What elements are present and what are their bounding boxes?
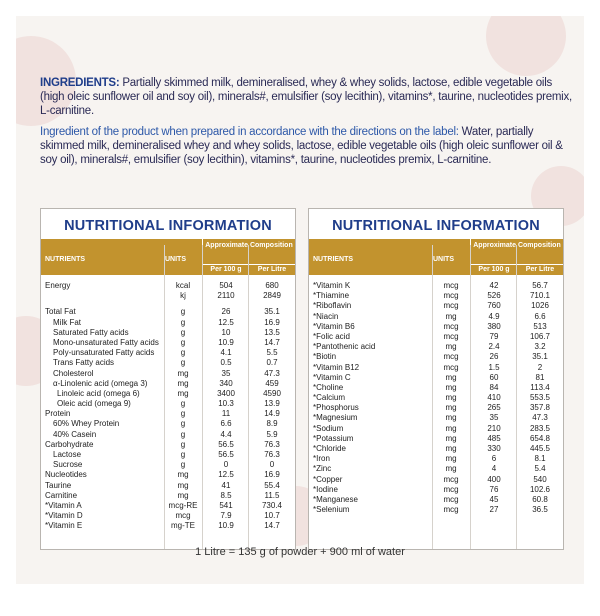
table-row (41, 481, 295, 491)
nutrient-unit: g (180, 327, 186, 337)
column-divider (516, 245, 517, 549)
nutrient-name: Cholesterol (53, 368, 94, 378)
value-per-litre: 0 (269, 460, 275, 470)
header-approx: Approximate Composition (473, 242, 561, 249)
value-per-litre: 36.5 (532, 505, 548, 515)
header-units: UNITS (165, 256, 186, 263)
value-per-litre: 81 (535, 372, 545, 382)
nutrient-unit: mcg (443, 331, 459, 341)
table-row (41, 450, 295, 460)
nutrient-unit: mg (177, 480, 189, 490)
table-row (41, 409, 295, 419)
value-per-litre: 553.5 (529, 393, 551, 403)
value-per-litre: 35.1 (532, 352, 548, 362)
nutrient-unit: g (180, 307, 186, 317)
value-per-litre: 445.5 (529, 444, 551, 453)
nutrient-name: *Copper (313, 474, 343, 484)
panel-title: NUTRITIONAL INFORMATION (332, 218, 540, 234)
prepared-label: Ingredient of the product when prepared in accordance with the directions on the label: (40, 126, 459, 138)
value-per-100g: 7.9 (220, 511, 232, 521)
nutrient-unit: mg-TE (171, 521, 195, 531)
value-per-litre: 6.6 (534, 311, 546, 321)
nutrient-unit: g (180, 439, 186, 449)
table-header (309, 239, 563, 275)
value-per-litre: 76.3 (264, 439, 280, 449)
table-row (309, 434, 563, 444)
value-per-litre: 13.5 (264, 327, 280, 337)
value-per-100g: 11 (221, 409, 231, 419)
nutrient-name: Taurine (45, 480, 72, 490)
column-divider (432, 245, 433, 549)
nutrient-name: α-Linolenic acid (omega 3) (53, 378, 148, 388)
header-divider (471, 264, 563, 265)
value-per-100g: 340 (219, 378, 233, 388)
table-row (309, 301, 563, 311)
nutrient-unit: mg (177, 490, 189, 500)
table-row (309, 444, 563, 454)
value-per-litre: 55.4 (264, 480, 280, 490)
nutrient-name: *Vitamin B6 (313, 321, 355, 331)
value-per-litre: 113.4 (530, 382, 550, 392)
header-per100: Per 100 g (478, 266, 510, 273)
nutrient-unit: mg (177, 470, 189, 480)
nutrient-name: Linoleic acid (omega 6) (57, 388, 140, 398)
value-per-litre: 16.9 (264, 470, 280, 480)
table-row (309, 403, 563, 413)
value-per-100g: 504 (219, 281, 233, 290)
table-row (41, 307, 295, 317)
column-divider (202, 245, 203, 549)
nutrient-name: *Pantothenic acid (313, 342, 376, 352)
value-per-litre: 16.9 (264, 317, 280, 327)
nutrient-unit: mcg (443, 321, 459, 331)
nutrient-name: *Chloride (313, 444, 346, 453)
nutrient-unit: mg (445, 413, 457, 423)
value-per-100g: 56.5 (218, 439, 234, 449)
nutrient-name: Milk Fat (53, 317, 81, 327)
nutrient-name: 40% Casein (53, 429, 97, 439)
nutrient-unit: kj (180, 291, 186, 301)
nutrient-name: *Zinc (313, 464, 332, 474)
nutrient-unit: mg (177, 388, 189, 398)
nutrient-unit: mcg (443, 494, 459, 504)
nutrient-name: *Iodine (313, 484, 338, 494)
nutrient-unit: g (180, 409, 186, 419)
table-row (41, 511, 295, 521)
table-row (41, 291, 295, 301)
value-per-litre: 2 (537, 362, 543, 372)
ingredients-text: Partially skimmed milk, demineralised, whey & whey solids, lactose, edible vegetable oils (high oleic sunflower oil and soy oil), minerals#, emulsifier (soy lecithin), vitamins*, taurine, nucleotides premix, L-carnitine. (40, 77, 572, 117)
value-per-litre: 459 (265, 378, 279, 388)
table-row (309, 281, 563, 291)
value-per-100g: 4.4 (220, 429, 232, 439)
nutrient-unit: mg (445, 444, 457, 453)
value-per-litre: 4590 (263, 388, 281, 398)
nutrient-unit: kcal (175, 281, 191, 290)
value-per-100g: 10.9 (218, 521, 234, 531)
value-per-100g: 3400 (217, 388, 235, 398)
value-per-litre: 47.3 (264, 368, 280, 378)
nutrient-name: Oleic acid (omega 9) (57, 399, 131, 409)
table-row (309, 312, 563, 322)
value-per-100g: 10 (221, 327, 231, 337)
value-per-litre: 102.6 (529, 484, 551, 494)
value-per-litre: 76.3 (264, 450, 280, 459)
value-per-litre: 10.7 (264, 511, 280, 521)
value-per-litre: 710.1 (529, 291, 551, 301)
value-per-100g: 84 (489, 382, 499, 392)
value-per-litre: 1026 (531, 301, 549, 311)
ingredients-block (40, 76, 572, 174)
value-per-100g: 2.4 (488, 342, 500, 352)
nutrient-name: *Biotin (313, 352, 337, 362)
value-per-litre: 8.9 (266, 419, 278, 429)
table-row (41, 470, 295, 480)
prepared-text: Water, partially skimmed milk, demineralised whey and whey solids, lactose, edible vegetable oils (high oleic sunflower oil & soy oil), minerals#, emulsifier (soy lecithin), vitamins*, taurine, nucleotides premix, L-carnitine. (40, 126, 563, 166)
nutrient-name: *Selenium (313, 505, 350, 515)
table-row (309, 495, 563, 505)
nutrient-name: *Folic acid (313, 331, 350, 341)
table-row (41, 348, 295, 358)
value-per-litre: 3.2 (534, 342, 546, 352)
nutrient-name: *Magnesium (313, 413, 358, 423)
value-per-100g: 35 (221, 368, 231, 378)
nutrient-unit: g (180, 358, 186, 368)
table-row (41, 338, 295, 348)
nutrient-unit: mg (445, 393, 457, 403)
nutrient-unit: mg (177, 368, 189, 378)
nutrient-name: *Iron (313, 454, 330, 464)
value-per-100g: 45 (489, 494, 499, 504)
value-per-litre: 5.9 (266, 429, 278, 439)
label-page (16, 16, 584, 584)
nutrient-name: Energy (45, 281, 71, 290)
value-per-litre: 13.9 (264, 399, 280, 409)
nutrient-name: 60% Whey Protein (53, 419, 120, 429)
table-row (41, 419, 295, 429)
nutrient-unit: mcg (443, 291, 459, 301)
value-per-litre: 680 (265, 281, 279, 290)
value-per-100g: 10.9 (218, 337, 234, 347)
value-per-litre: 35.1 (264, 307, 280, 317)
nutrient-unit: mcg (443, 281, 459, 290)
value-per-100g: 10.3 (218, 399, 234, 409)
table-row (309, 475, 563, 485)
header-divider (203, 264, 295, 265)
value-per-litre: 654.8 (529, 433, 551, 443)
value-per-100g: 760 (487, 301, 501, 311)
header-units: UNITS (433, 256, 454, 263)
header-approx: Approximate Composition (205, 242, 293, 249)
table-row (309, 413, 563, 423)
nutrient-name: Saturated Fatty acids (53, 327, 129, 337)
nutrient-unit: g (180, 399, 186, 409)
nutrient-name: *Calcium (313, 393, 346, 403)
nutrient-name: *Potassium (313, 433, 354, 443)
nutrient-name: *Manganese (313, 494, 358, 504)
nutrient-rows (309, 275, 563, 515)
panel-title: NUTRITIONAL INFORMATION (64, 218, 272, 234)
value-per-litre: 14.7 (264, 337, 280, 347)
value-per-100g: 12.5 (218, 317, 234, 327)
value-per-100g: 8.5 (220, 490, 232, 500)
nutrient-name: Trans Fatty acids (53, 358, 115, 368)
value-per-litre: 14.9 (264, 409, 280, 419)
table-row (41, 358, 295, 368)
nutrient-unit: g (180, 450, 186, 459)
table-row (41, 440, 295, 450)
column-divider (470, 245, 471, 549)
value-per-100g: 60 (489, 372, 499, 382)
table-row (41, 379, 295, 389)
table-row (309, 424, 563, 434)
value-per-100g: 12.5 (218, 470, 234, 480)
table-row (41, 399, 295, 409)
nutrient-unit: mg (445, 372, 457, 382)
table-row (309, 383, 563, 393)
value-per-litre: 56.7 (532, 281, 548, 290)
value-per-100g: 27 (489, 505, 499, 515)
table-row (309, 373, 563, 383)
ingredients-paragraph (40, 76, 572, 118)
nutrient-unit: mcg (443, 362, 459, 372)
table-row (309, 505, 563, 515)
nutrient-name: Protein (45, 409, 71, 419)
header-perlitre: Per Litre (525, 266, 555, 273)
nutrient-name: *Thiamine (313, 291, 350, 301)
nutrient-unit: mcg (443, 352, 459, 362)
table-row (41, 369, 295, 379)
table-row (309, 485, 563, 495)
table-row (41, 491, 295, 501)
nutrient-name: Mono-unsaturated Fatty acids (53, 337, 159, 347)
value-per-100g: 76 (489, 484, 499, 494)
table-row (41, 430, 295, 440)
nutrient-name: *Vitamin A (45, 500, 82, 510)
value-per-litre: 11.5 (264, 490, 280, 500)
nutrient-name: Lactose (53, 450, 82, 459)
value-per-100g: 210 (487, 423, 501, 433)
table-row (41, 281, 295, 291)
value-per-litre: 513 (533, 321, 547, 331)
value-per-100g: 26 (221, 307, 231, 317)
nutrient-unit: mcg (443, 474, 459, 484)
nutrient-name: *Vitamin D (45, 511, 83, 521)
value-per-100g: 35 (489, 413, 499, 423)
value-per-litre: 5.5 (266, 348, 278, 358)
value-per-100g: 380 (487, 321, 501, 331)
value-per-litre: 14.7 (264, 521, 280, 531)
nutrient-unit: g (180, 337, 186, 347)
nutrient-name: Total Fat (45, 307, 76, 317)
value-per-100g: 56.5 (218, 450, 234, 459)
value-per-litre: 2849 (263, 291, 281, 301)
nutrient-unit: mg (445, 311, 457, 321)
nutrient-name: *Vitamin E (45, 521, 83, 531)
nutrient-name: *Vitamin C (313, 372, 351, 382)
nutrient-unit: mcg (443, 484, 459, 494)
nutrient-unit: mcg (443, 505, 459, 515)
header-perlitre: Per Litre (257, 266, 287, 273)
value-per-100g: 1.5 (488, 362, 500, 372)
nutrient-unit: mcg (175, 511, 191, 521)
value-per-litre: 106.7 (529, 331, 551, 341)
nutrient-name: *Sodium (313, 423, 344, 433)
nutrient-unit: g (180, 429, 186, 439)
nutrient-unit: mg (445, 423, 457, 433)
nutrient-name: *Vitamin K (313, 281, 351, 290)
nutrient-unit: mg (177, 378, 189, 388)
value-per-100g: 2110 (217, 291, 235, 301)
value-per-100g: 4.9 (488, 311, 500, 321)
value-per-100g: 6 (491, 454, 497, 464)
table-row (309, 322, 563, 332)
nutrient-unit: mg (445, 342, 457, 352)
value-per-100g: 0.5 (220, 358, 232, 368)
value-per-100g: 41 (221, 480, 231, 490)
nutrient-name: Carnitine (45, 490, 78, 500)
value-per-litre: 5.4 (534, 464, 546, 474)
value-per-100g: 410 (487, 393, 501, 403)
value-per-100g: 26 (489, 352, 499, 362)
value-per-100g: 0 (223, 460, 229, 470)
value-per-100g: 265 (487, 403, 501, 413)
table-row (309, 332, 563, 342)
table-row (41, 318, 295, 328)
table-row (309, 363, 563, 373)
nutrient-name: *Choline (313, 382, 344, 392)
nutrient-name: *Riboflavin (313, 301, 352, 311)
nutrient-name: Poly-unsaturated Fatty acids (53, 348, 155, 358)
table-row (309, 454, 563, 464)
table-row (309, 464, 563, 474)
nutrient-name: *Vitamin B12 (313, 362, 360, 372)
nutrient-name: Carbohydrate (45, 439, 94, 449)
nutrient-unit: mg (445, 382, 457, 392)
value-per-100g: 526 (487, 291, 501, 301)
nutrition-panel-left (40, 208, 296, 550)
value-per-litre: 283.5 (529, 423, 551, 433)
value-per-litre: 0.7 (266, 358, 278, 368)
value-per-100g: 4.1 (220, 348, 232, 358)
value-per-100g: 79 (489, 331, 499, 341)
prepared-paragraph (40, 125, 572, 167)
nutrient-unit: g (180, 348, 186, 358)
value-per-litre: 8.1 (534, 454, 546, 464)
table-row (41, 521, 295, 531)
nutrition-panel-right (308, 208, 564, 550)
table-row (309, 393, 563, 403)
nutrient-unit: g (180, 460, 186, 470)
table-row (309, 291, 563, 301)
column-divider (164, 245, 165, 549)
nutrient-unit: g (180, 317, 186, 327)
value-per-100g: 485 (487, 433, 501, 443)
table-row (41, 501, 295, 511)
column-divider (248, 245, 249, 549)
nutrient-rows (41, 275, 295, 532)
table-row (309, 352, 563, 362)
nutrient-name: *Niacin (313, 311, 339, 321)
nutrient-unit: mcg-RE (168, 500, 198, 510)
value-per-100g: 4 (491, 464, 497, 474)
header-nutrients: NUTRIENTS (45, 256, 86, 263)
table-row (41, 389, 295, 399)
value-per-100g: 6.6 (220, 419, 232, 429)
nutrient-unit: g (180, 419, 186, 429)
value-per-100g: 541 (219, 500, 233, 510)
nutrient-unit: mg (445, 454, 457, 464)
value-per-litre: 47.3 (532, 413, 548, 423)
value-per-100g: 42 (489, 281, 499, 290)
nutrient-name: *Phosphorus (313, 403, 359, 413)
value-per-100g: 330 (487, 444, 501, 453)
value-per-litre: 540 (533, 474, 547, 484)
table-row (41, 460, 295, 470)
table-row (309, 342, 563, 352)
header-nutrients: NUTRIENTS (313, 256, 354, 263)
nutrient-name: Sucrose (53, 460, 83, 470)
ingredients-label: INGREDIENTS: (40, 77, 120, 89)
table-header (41, 239, 295, 275)
nutrient-name: Nucleotides (45, 470, 87, 480)
value-per-litre: 60.8 (532, 494, 548, 504)
value-per-litre: 730.4 (261, 500, 283, 510)
nutrient-unit: mg (445, 464, 457, 474)
reconstitution-note: 1 Litre = 135 g of powder + 900 ml of water (195, 546, 405, 558)
table-row (41, 328, 295, 338)
value-per-litre: 357.8 (529, 403, 551, 413)
nutrient-unit: mg (445, 403, 457, 413)
nutrient-unit: mcg (443, 301, 459, 311)
header-per100: Per 100 g (210, 266, 242, 273)
background-dot (486, 16, 566, 76)
value-per-100g: 400 (487, 474, 501, 484)
nutrient-unit: mg (445, 433, 457, 443)
